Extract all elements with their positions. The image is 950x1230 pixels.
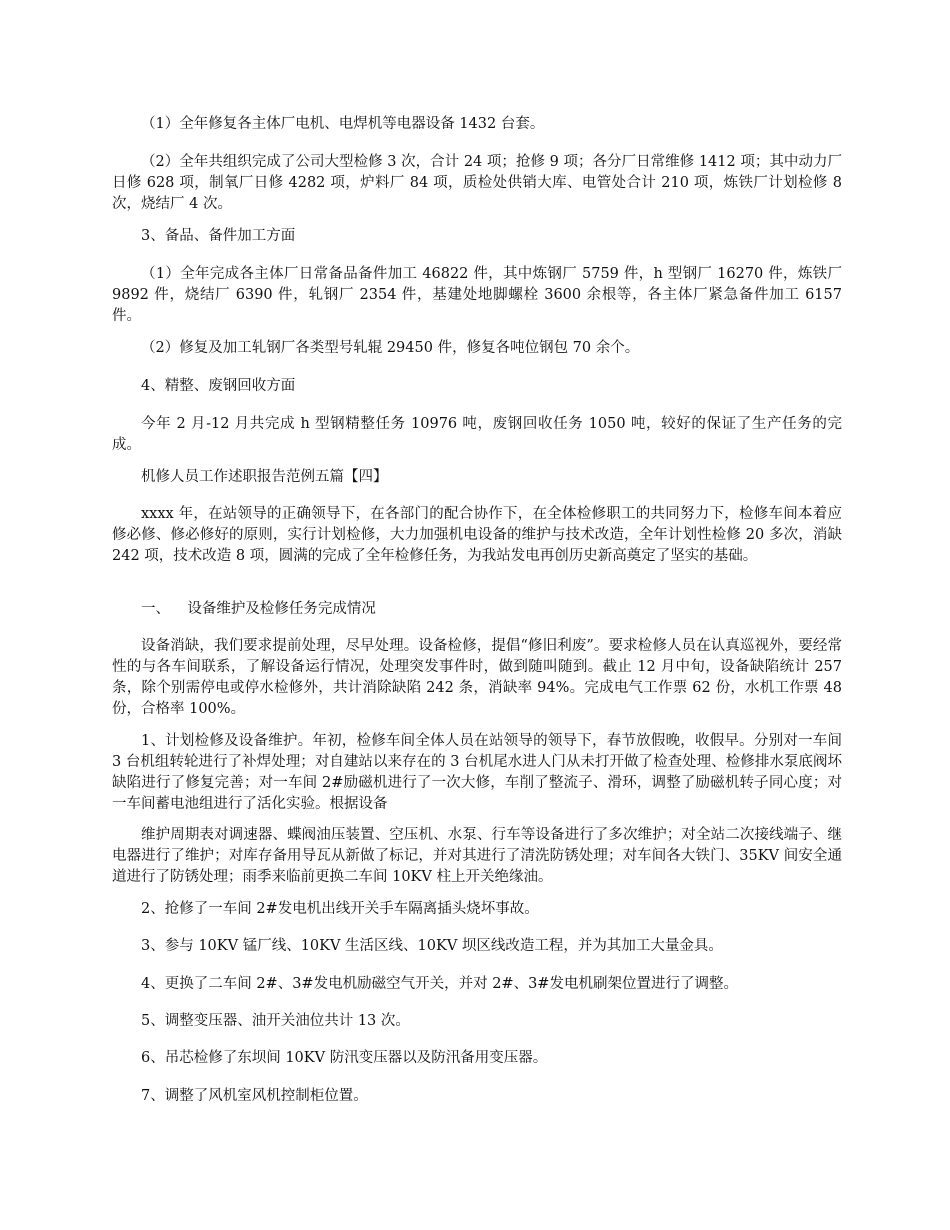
paragraph-planned-maintenance: 1、计划检修及设备维护。年初，检修车间全体人员在站领导的领导下，春节放假晚，收假早。分别对一车间 3 台机组转轮进行了补焊处理；对自建站以来存在的 3 台机尾水进人门从未打开做了检查处理、检修排水泵底阀坏缺陷进行了修复完善；对一车间 2#励磁机进行了一次大修，车削了整流子、滑环，调整了励磁机转子同心度；对一车间蓄电池组进行了活化实验。根据设备 bbox=[112, 733, 842, 812]
list-item-4: 4、更换了二车间 2#、3#发电机励磁空气开关，并对 2#、3#发电机刷架位置进行了调整。 bbox=[141, 976, 738, 992]
paragraph-overhaul-summary: （2）全年共组织完成了公司大型检修 3 次，合计 24 项；抢修 9 项；各分厂日常维修 1412 项；其中动力厂日修 628 项，制氧厂日修 4282 项，炉料厂 84 项，质检处供销大库、电管处合计 210 项，炼铁厂计划检修 8 次，烧结厂 4 次。 bbox=[112, 154, 842, 212]
article-title-four: 机修人员工作述职报告范例五篇【四】 bbox=[141, 469, 388, 485]
list-item-6: 6、吊芯检修了东坝间 10KV 防汛变压器以及防汛备用变压器。 bbox=[141, 1050, 548, 1066]
list-item-3: 3、参与 10KV 锰厂线、10KV 生活区线、10KV 坝区线改造工程，并为其加工大量金具。 bbox=[141, 938, 723, 954]
list-item-5: 5、调整变压器、油开关油位共计 13 次。 bbox=[141, 1013, 410, 1029]
paragraph-maintenance-cycle: 维护周期表对调速器、蝶阀油压装置、空压机、水泵、行车等设备进行了多次维护；对全站二次接线端子、继电器进行了维护；对库存备用导瓦从新做了标记，并对其进行了清洗防锈处理；对车间各大铁门、35KV 间安全通道进行了防锈处理；雨季来临前更换二车间 10KV 柱上开关绝缘油。 bbox=[112, 827, 842, 885]
paragraph-repair-motors: （1）全年修复各主体厂电机、电焊机等电器设备 1432 台套。 bbox=[141, 116, 545, 132]
section-number: 一、 bbox=[141, 601, 170, 617]
section-heading-one bbox=[112, 599, 842, 620]
section-title: 设备维护及检修任务完成情况 bbox=[187, 601, 376, 617]
paragraph-defect-elimination: 设备消缺，我们要求提前处理，尽早处理。设备检修，提倡“修旧利废”。要求检修人员在认真巡视外，要经常性的与各车间联系，了解设备运行情况，处理突发事件时，做到随叫随到。截止 12 月中旬，设备缺陷统计 257 条，除个别需停电或停水检修外，共计消除缺陷 242 条，消缺率 94%。完成电气工作票 62 份，水机工作票 48 份，合格率 100%。 bbox=[112, 638, 842, 717]
subheading-spare-parts: 3、备品、备件加工方面 bbox=[141, 228, 296, 244]
paragraph-annual-summary: xxxx 年，在站领导的正确领导下，在各部门的配合协作下，在全体检修职工的共同努力下，检修车间本着应修必修、修必修好的原则，实行计划检修，大力加强机电设备的维护与技术改造，全年计划性检修 20 多次，消缺 242 项，技术改造 8 项，圆满的完成了全年检修任务，为我站发电再创历史新高奠定了坚实的基础。 bbox=[112, 506, 842, 564]
paragraph-rolls-repair: （2）修复及加工轧钢厂各类型号轧辊 29450 件，修复各吨位钢包 70 余个。 bbox=[141, 340, 640, 356]
paragraph-finishing-scrap: 今年 2 月-12 月共完成 h 型钢精整任务 10976 吨，废钢回收任务 1050 吨，较好的保证了生产任务的完成。 bbox=[112, 416, 842, 453]
list-item-2: 2、抢修了一车间 2#发电机出线开关手车隔离插头烧坏事故。 bbox=[141, 901, 539, 917]
subheading-finishing-scrap: 4、精整、废钢回收方面 bbox=[141, 378, 296, 394]
list-item-7: 7、调整了风机室风机控制柜位置。 bbox=[141, 1088, 368, 1104]
paragraph-spare-parts-processing: （1）全年完成各主体厂日常备品备件加工 46822 件，其中炼钢厂 5759 件，h 型钢厂 16270 件，炼铁厂 9892 件，烧结厂 6390 件，轧钢厂 2354 件，基建处地脚螺栓 3600 余根等，各主体厂紧急备件加工 6157 件。 bbox=[112, 266, 842, 324]
